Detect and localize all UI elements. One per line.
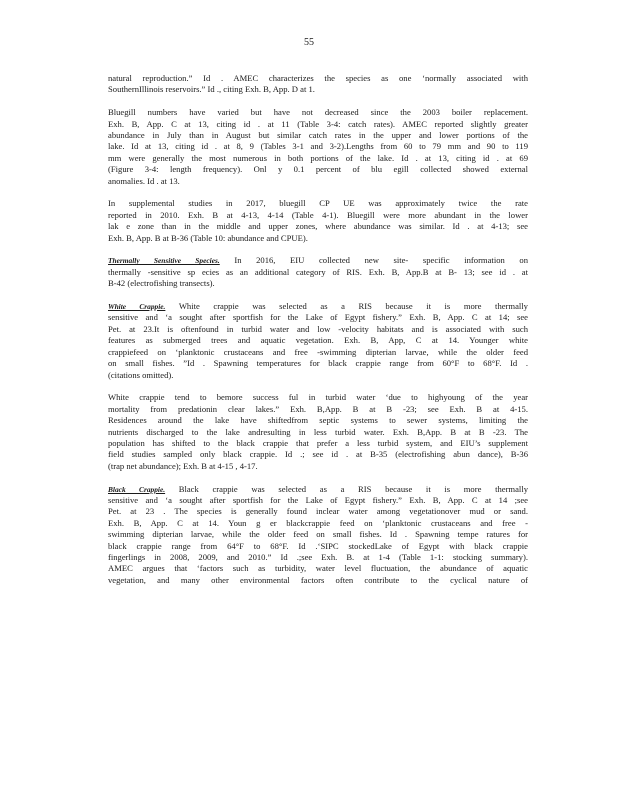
text-line: Pet. at 23.It is oftenfound in turbid water and low -velocity habitats and is associated with such <box>108 323 528 334</box>
text-line: natural reproduction.” Id . AMEC characterizes the species as one ‘normally associated with <box>108 73 528 83</box>
text-line: Exh. B, App. B at B-36 (Table 10: abundance and CPUE). <box>108 232 308 243</box>
text-line: SouthernIllinois reservoirs.” Id ., citing Exh. B, App. D at 1. <box>108 84 315 95</box>
text-line: Bluegill numbers have varied but have not decreased since the 2003 boiler replacement. <box>108 107 528 118</box>
text-line: (Figure 3-4: length frequency). Onl y 0.1 percent of blu egill collected showed external <box>108 164 528 175</box>
text-line: mortality from predationin clear lakes.” Exh. B,App. B at B -23; see Exh. B at 4-15. <box>108 403 528 414</box>
text-line: White Crappie. White crappie was selected as a RIS because it is more thermally <box>108 301 528 312</box>
text-line: White crappie tend to bemore success ful in turbid water ‘due to highyoung of the year <box>108 392 528 403</box>
text-line: (citations omitted). <box>108 369 174 380</box>
text-line: Exh. B, App. C at 13, citing id . at 11 (Table 3-4: catch rates). AMEC reported slightly greater <box>108 118 528 129</box>
text-line: abundance in July than in August but similar catch rates in the upper and lower portions of the <box>108 130 528 141</box>
body-text <box>108 73 528 598</box>
paragraph-white-crappie-turbid <box>108 392 528 472</box>
paragraph-reproduction <box>108 73 528 96</box>
text-line: field studies sampled only black crappie. Id .; see id . at B-35 (electrofishing abun dance), B-36 <box>108 449 528 460</box>
text-line: sensitive and ‘a sought after sportfish for the Lake of Egypt fishery.” Exh. B, App. C at 14 ;see <box>108 494 528 505</box>
text-line: mm were generally the most numerous in both portions of the lake. Id . at 13, citing id . at 69 <box>108 152 528 163</box>
text-line: population has shifted to the black crappie that prefer a less turbid system, and EIU’s supplement <box>108 437 528 448</box>
paragraph-black-crappie <box>108 484 528 587</box>
text-line: anomalies. Id . at 13. <box>108 175 180 186</box>
text-line: lak e zone than in the middle and upper zones, where abundance was similar. Id . at 4-13; see <box>108 221 528 232</box>
text-line: AMEC argues that ‘factors such as turbidity, water level fluctuation, the abundance of aquatic <box>108 563 528 574</box>
text-line: Exh. B, App. C at 14. Youn g er blackcrappie feed on ‘planktonic crustaceans and free - <box>108 517 528 528</box>
paragraph-thermally-sensitive <box>108 255 528 289</box>
text-line: swimming dipterian larvae, while the older feed on small fishes. Id . Spawning tempe ratures for <box>108 529 528 540</box>
text-line: crappiefeed on ‘planktonic crustaceans and free -swimming dipterian larvae, while the older feed <box>108 346 528 357</box>
text-line: fingerlings in 2008, 2009, and 2010.” Id .;see Exh. B. at 1-4 (Table 1-1: stocking summary). <box>108 551 528 562</box>
text-line: features as submerged trees and aquatic vegetation. Exh. B, App, C at 14. Younger white <box>108 335 528 346</box>
paragraph-supplemental-studies <box>108 198 528 244</box>
text-line: Thermally Sensitive Species. In 2016, EIU collected new site- specific information on <box>108 255 528 266</box>
text-line: nutrients discharged to the lake andresulting in less turbid water. Exh. B,App. B at B -23. The <box>108 426 528 437</box>
text-line: Pet. at 23 . The species is generally found inclear water among vegetationover mud or sand. <box>108 506 528 517</box>
text-line: black crappie range from 64°F to 68°F. Id .‘SIPC stockedLake of Egypt with black crappie <box>108 540 528 551</box>
text-line: Black Crappie. Black crappie was selected as a RIS because it is more thermally <box>108 483 528 494</box>
text-line: Residences around the lake have shiftedfrom septic systems to sewer systems, limiting the <box>108 415 528 426</box>
section-heading: White Crappie. <box>108 302 166 312</box>
text-line: (trap net abundance); Exh. B at 4-15 , 4-17. <box>108 460 258 471</box>
text-line: B-42 (electrofishing transects). <box>108 278 215 289</box>
paragraph-bluegill-numbers <box>108 107 528 187</box>
section-heading: Black Crappie. <box>108 484 166 494</box>
text-line: reported in 2010. Exh. B at 4-13, 4-14 (Table 4-1). Bluegill were more abundant in the lower <box>108 209 528 220</box>
text-line: sensitive and ‘a sought after sportfish for the Lake of Egypt fishery.” Exh. B, App. C at 14; see <box>108 312 528 323</box>
paragraph-white-crappie <box>108 301 528 381</box>
text-line: vegetation, and many other environmental factors often contribute to the cyclical nature of <box>108 574 528 585</box>
text-line: lake. Id at 13, citing id . at 8, 9 (Tables 3-1 and 3-2).Lengths from 60 to 79 mm and 90 to 119 <box>108 141 528 152</box>
section-heading: Thermally Sensitive Species. <box>108 256 220 266</box>
text-line: In supplemental studies in 2017, bluegill CP UE was approximately twice the rate <box>108 198 528 209</box>
text-line: thermally -sensitive sp ecies as an additional category of RIS. Exh. B, App.B at B- 13; see id . at <box>108 266 528 277</box>
text-line: on small fishes. ”Id . Spawning temperatures for black crappie range from 60°F to 68°F. Id . <box>108 358 528 369</box>
page-number: 55 <box>304 37 314 48</box>
